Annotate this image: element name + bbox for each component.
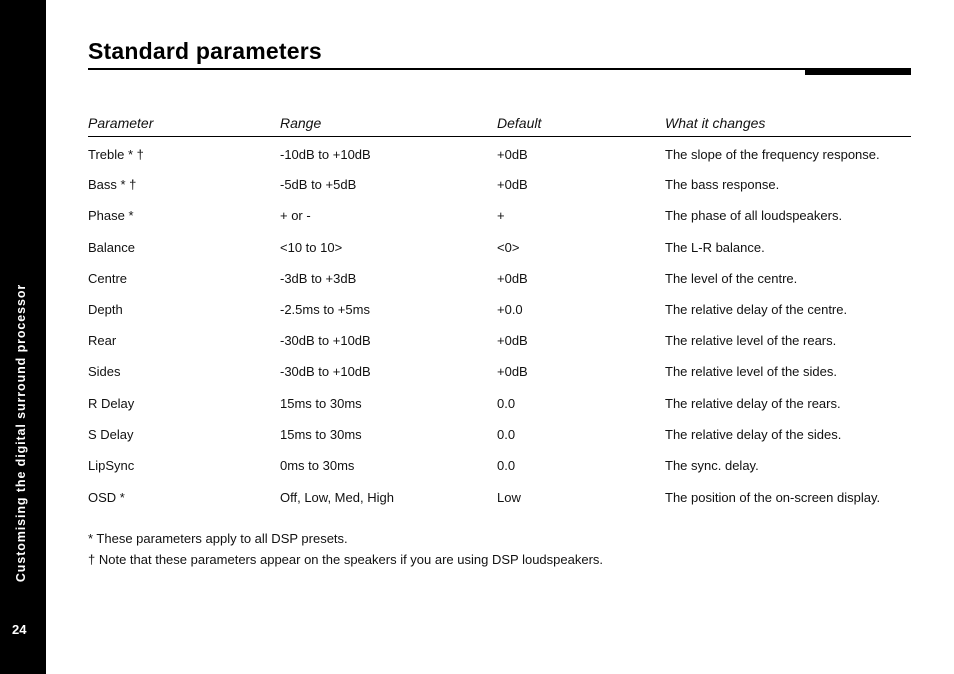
table-cell-range: -3dB to +3dB [280,271,357,286]
table-cell-default: +0dB [497,177,528,192]
column-header-what-it-changes: What it changes [665,115,766,131]
table-cell-range: 15ms to 30ms [280,396,362,411]
header-rule [88,136,911,137]
table-cell-parameter: R Delay [88,396,135,411]
page-number: 24 [12,622,27,637]
table-cell-range: 15ms to 30ms [280,427,362,442]
table-cell-description: The bass response. [665,177,780,192]
table-cell-range: <10 to 10> [280,240,343,255]
table-cell-parameter: Sides [88,364,121,379]
column-header-default: Default [497,115,542,131]
table-cell-description: The L-R balance. [665,240,765,255]
table-cell-range: Off, Low, Med, High [280,490,394,505]
column-header-range: Range [280,115,322,131]
title-rule-accent [805,68,911,75]
table-cell-range: -10dB to +10dB [280,147,371,162]
table-cell-description: The sync. delay. [665,458,759,473]
footnote-dagger: † Note that these parameters appear on the speakers if you are using DSP loudspeakers. [88,552,604,567]
table-cell-range: -2.5ms to +5ms [280,302,370,317]
table-cell-default: +0dB [497,364,528,379]
table-cell-range: -30dB to +10dB [280,364,371,379]
table-cell-default: 0.0 [497,427,516,442]
table-cell-parameter: OSD * [88,490,125,505]
table-cell-default: 0.0 [497,396,516,411]
table-cell-parameter: Centre [88,271,128,286]
table-cell-parameter: Depth [88,302,123,317]
table-cell-default: + [497,208,505,223]
table-cell-default: +0dB [497,147,528,162]
side-band [0,0,46,674]
column-header-parameter: Parameter [88,115,154,131]
table-cell-range: -5dB to +5dB [280,177,357,192]
table-cell-parameter: Balance [88,240,135,255]
table-cell-default: +0.0 [497,302,523,317]
table-cell-description: The level of the centre. [665,271,798,286]
table-cell-range: + or - [280,208,311,223]
table-cell-parameter: Bass * † [88,177,137,192]
table-cell-range: 0ms to 30ms [280,458,355,473]
title-rule [88,68,911,70]
table-cell-description: The position of the on-screen display. [665,490,881,505]
table-cell-range: -30dB to +10dB [280,333,371,348]
table-cell-parameter: Phase * [88,208,134,223]
table-cell-parameter: Treble * † [88,147,144,162]
table-cell-description: The relative delay of the sides. [665,427,842,442]
table-cell-description: The phase of all loudspeakers. [665,208,843,223]
table-cell-default: +0dB [497,271,528,286]
table-cell-default: +0dB [497,333,528,348]
table-cell-description: The relative level of the sides. [665,364,837,379]
table-cell-parameter: S Delay [88,427,134,442]
table-cell-description: The relative delay of the rears. [665,396,841,411]
table-cell-default: Low [497,490,521,505]
page-title: Standard parameters [88,38,322,64]
table-cell-description: The slope of the frequency response. [665,147,880,162]
table-cell-default: 0.0 [497,458,516,473]
footnote-asterisk: * These parameters apply to all DSP presets. [88,531,348,546]
table-cell-description: The relative level of the rears. [665,333,837,348]
table-cell-default: <0> [497,240,520,255]
table-cell-description: The relative delay of the centre. [665,302,848,317]
table-cell-parameter: LipSync [88,458,135,473]
table-cell-parameter: Rear [88,333,117,348]
section-title: Customising the digital surround processor [14,283,28,583]
